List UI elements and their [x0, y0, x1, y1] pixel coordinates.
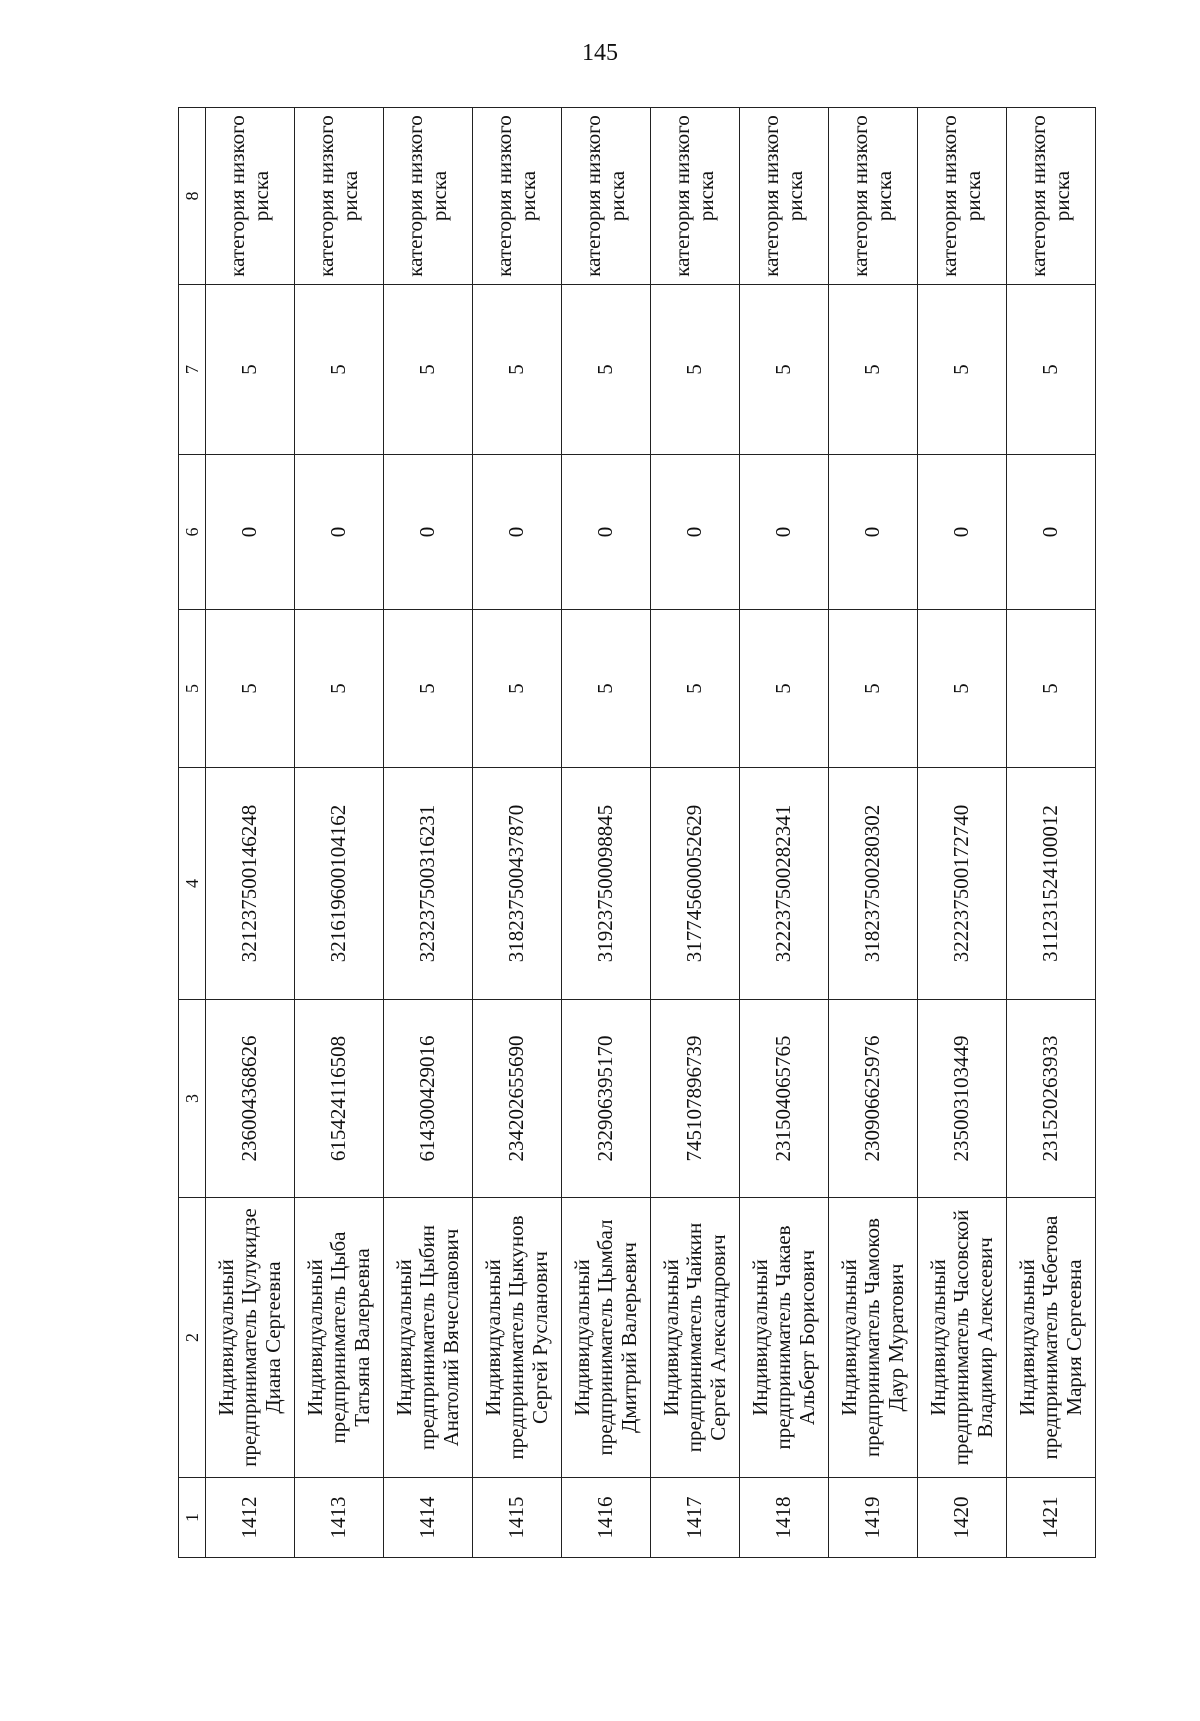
- col5-value: 5: [473, 610, 562, 768]
- col5-value: 5: [562, 610, 651, 768]
- col7-value: 5: [562, 285, 651, 455]
- header-col-2: 2: [179, 1198, 206, 1478]
- entrepreneur-name: Индивидуальный предприниматель Чебетова Мария Сергеевна: [1007, 1198, 1096, 1478]
- ogrnip-cell: 319237500098845: [562, 768, 651, 1000]
- col6-value: 0: [473, 455, 562, 610]
- col6-value: 0: [740, 455, 829, 610]
- table-row: [829, 108, 918, 1558]
- risk-category: категория низкого риска: [829, 108, 918, 285]
- ogrnip-cell: 318237500280302: [829, 768, 918, 1000]
- header-col-8: 8: [179, 108, 206, 285]
- inn-cell: 615424116508: [295, 1000, 384, 1198]
- col7-value: 5: [829, 285, 918, 455]
- header-col-6: 6: [179, 455, 206, 610]
- inn-cell: 745107896739: [651, 1000, 740, 1198]
- col5-value: 5: [829, 610, 918, 768]
- col7-value: 5: [206, 285, 295, 455]
- col5-value: 5: [740, 610, 829, 768]
- ogrnip-cell: 321237500146248: [206, 768, 295, 1000]
- risk-category: категория низкого риска: [206, 108, 295, 285]
- col7-value: 5: [740, 285, 829, 455]
- ogrnip-cell: 317745600052629: [651, 768, 740, 1000]
- col6-value: 0: [562, 455, 651, 610]
- inn-cell: 231520263933: [1007, 1000, 1096, 1198]
- col7-value: 5: [384, 285, 473, 455]
- ogrnip-cell: 318237500437870: [473, 768, 562, 1000]
- inn-cell: 614300429016: [384, 1000, 473, 1198]
- header-col-5: 5: [179, 610, 206, 768]
- col5-value: 5: [918, 610, 1007, 768]
- ogrnip-cell: 321619600104162: [295, 768, 384, 1000]
- col5-value: 5: [651, 610, 740, 768]
- entrepreneur-name: Индивидуальный предприниматель Часовской Владимир Алексеевич: [918, 1198, 1007, 1478]
- row-number: 1416: [562, 1478, 651, 1558]
- table-row: [562, 108, 651, 1558]
- col6-value: 0: [295, 455, 384, 610]
- col6-value: 0: [918, 455, 1007, 610]
- header-col-3: 3: [179, 1000, 206, 1198]
- risk-category: категория низкого риска: [562, 108, 651, 285]
- entrepreneur-name: Индивидуальный предприниматель Цулукидзе Диана Сергеевна: [206, 1198, 295, 1478]
- col6-value: 0: [1007, 455, 1096, 610]
- registry-table: [178, 107, 1096, 1558]
- row-number: 1414: [384, 1478, 473, 1558]
- inn-cell: 232906395170: [562, 1000, 651, 1198]
- entrepreneur-name: Индивидуальный предприниматель Цыбин Анатолий Вячеславович: [384, 1198, 473, 1478]
- table-row: [295, 108, 384, 1558]
- col7-value: 5: [473, 285, 562, 455]
- col5-value: 5: [206, 610, 295, 768]
- col5-value: 5: [1007, 610, 1096, 768]
- row-number: 1412: [206, 1478, 295, 1558]
- row-number: 1415: [473, 1478, 562, 1558]
- table-row: [473, 108, 562, 1558]
- page-number: 145: [582, 40, 618, 66]
- table-row: [1007, 108, 1096, 1558]
- col7-value: 5: [918, 285, 1007, 455]
- entrepreneur-name: Индивидуальный предприниматель Чамоков Даур Муратович: [829, 1198, 918, 1478]
- col5-value: 5: [384, 610, 473, 768]
- rotated-table-container: [178, 108, 1118, 1558]
- risk-category: категория низкого риска: [651, 108, 740, 285]
- risk-category: категория низкого риска: [740, 108, 829, 285]
- row-number: 1413: [295, 1478, 384, 1558]
- row-number: 1419: [829, 1478, 918, 1558]
- col5-value: 5: [295, 610, 384, 768]
- col6-value: 0: [206, 455, 295, 610]
- col6-value: 0: [651, 455, 740, 610]
- table-wrapper: [178, 108, 1118, 1558]
- risk-category: категория низкого риска: [384, 108, 473, 285]
- entrepreneur-name: Индивидуальный предприниматель Чайкин Сергей Александрович: [651, 1198, 740, 1478]
- header-col-4: 4: [179, 768, 206, 1000]
- col6-value: 0: [384, 455, 473, 610]
- table-row: [918, 108, 1007, 1558]
- header-row: [179, 108, 206, 1558]
- header-col-1: 1: [179, 1478, 206, 1558]
- inn-cell: 234202655690: [473, 1000, 562, 1198]
- inn-cell: 235003103449: [918, 1000, 1007, 1198]
- ogrnip-cell: 323237500316231: [384, 768, 473, 1000]
- inn-cell: 230906625976: [829, 1000, 918, 1198]
- risk-category: категория низкого риска: [1007, 108, 1096, 285]
- entrepreneur-name: Индивидуальный предприниматель Цымбал Дмитрий Валерьевич: [562, 1198, 651, 1478]
- row-number: 1417: [651, 1478, 740, 1558]
- col7-value: 5: [651, 285, 740, 455]
- inn-cell: 236004368626: [206, 1000, 295, 1198]
- risk-category: категория низкого риска: [918, 108, 1007, 285]
- ogrnip-cell: 322237500282341: [740, 768, 829, 1000]
- table-row: [384, 108, 473, 1558]
- entrepreneur-name: Индивидуальный предприниматель Чакаев Альберт Борисович: [740, 1198, 829, 1478]
- table-row: [206, 108, 295, 1558]
- inn-cell: 231504065765: [740, 1000, 829, 1198]
- row-number: 1420: [918, 1478, 1007, 1558]
- entrepreneur-name: Индивидуальный предприниматель Цыба Татьяна Валерьевна: [295, 1198, 384, 1478]
- header-col-7: 7: [179, 285, 206, 455]
- col7-value: 5: [295, 285, 384, 455]
- ogrnip-cell: 322237500172740: [918, 768, 1007, 1000]
- risk-category: категория низкого риска: [295, 108, 384, 285]
- row-number: 1418: [740, 1478, 829, 1558]
- ogrnip-cell: 311231524100012: [1007, 768, 1096, 1000]
- col6-value: 0: [829, 455, 918, 610]
- row-number: 1421: [1007, 1478, 1096, 1558]
- entrepreneur-name: Индивидуальный предприниматель Цыкунов Сергей Русланович: [473, 1198, 562, 1478]
- table-row: [651, 108, 740, 1558]
- risk-category: категория низкого риска: [473, 108, 562, 285]
- table-row: [740, 108, 829, 1558]
- col7-value: 5: [1007, 285, 1096, 455]
